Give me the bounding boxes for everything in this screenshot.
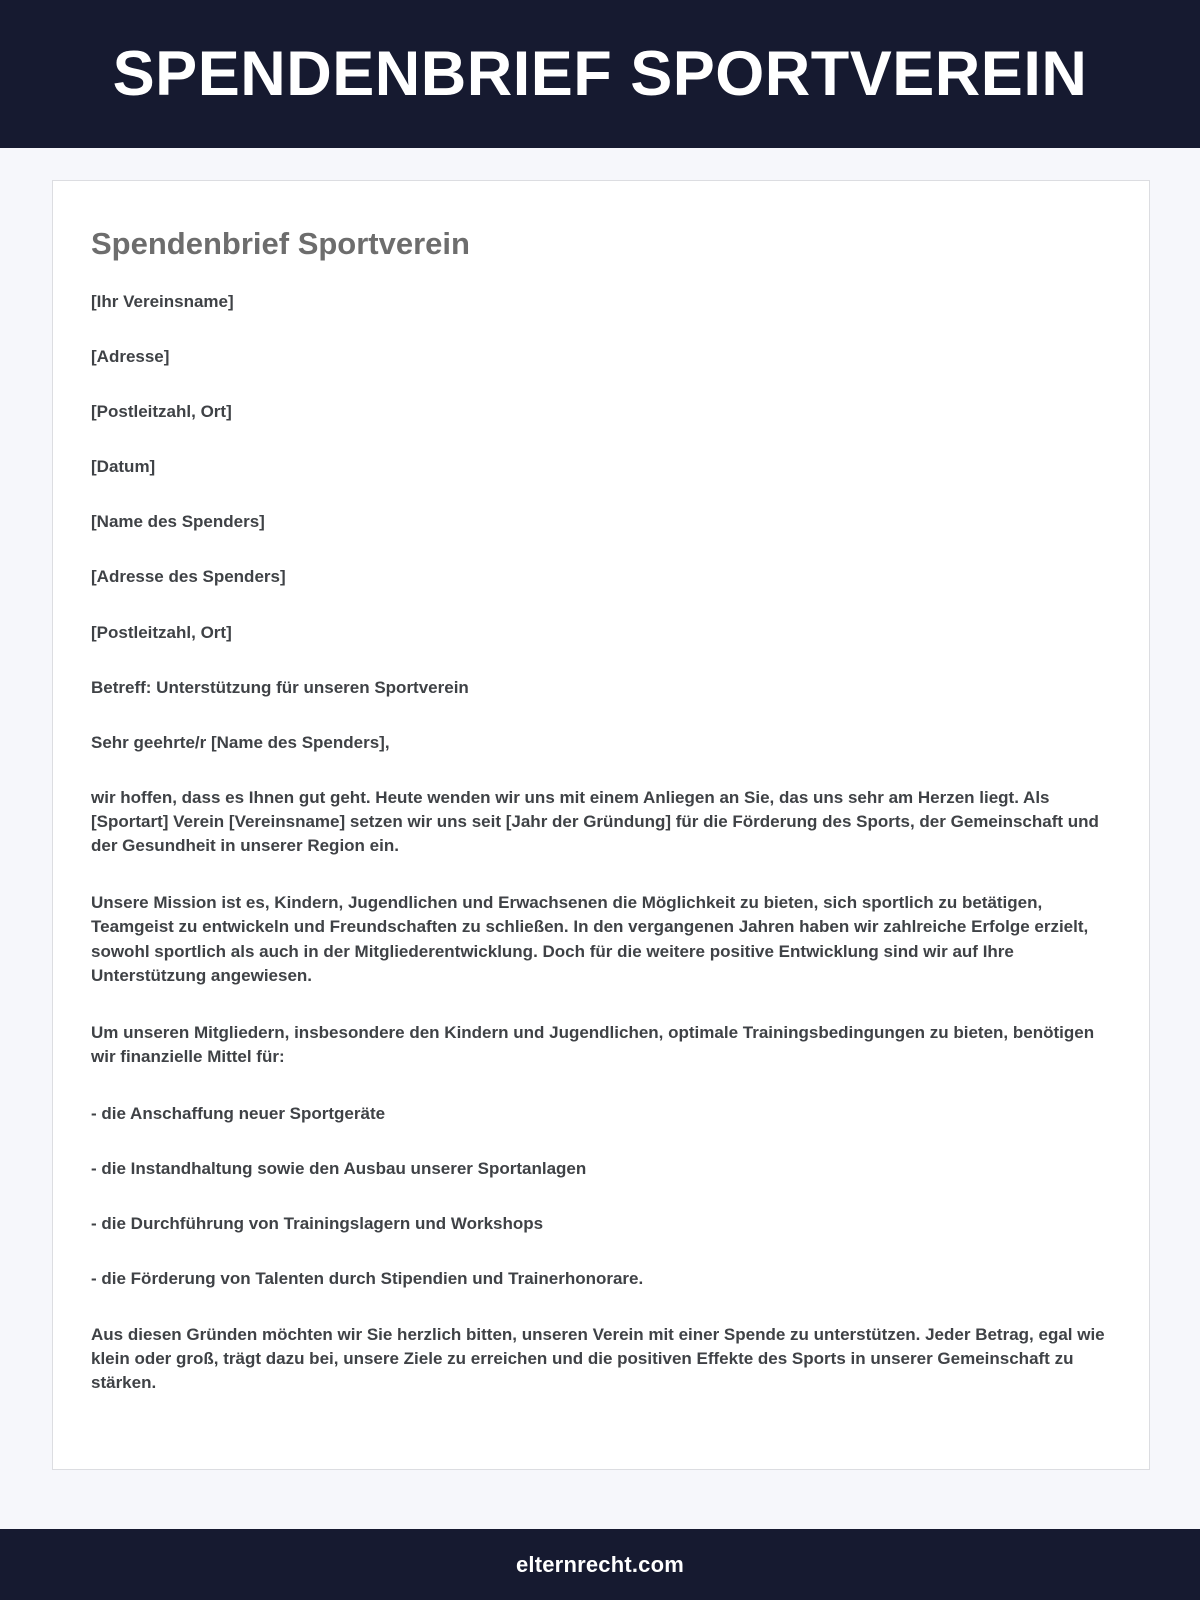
subject-line: Betreff: Unterstützung für unseren Sportverein	[91, 677, 469, 697]
document-body-area	[0, 148, 1200, 1529]
sender-city-line: [Postleitzahl, Ort]	[91, 402, 232, 421]
bullet-item-camps: - die Durchführung von Trainingslagern und Workshops	[91, 1214, 544, 1234]
document-title: Spendenbrief Sportverein	[91, 226, 470, 261]
sender-address-line: [Adresse]	[91, 346, 170, 366]
bullet-item-facilities: - die Instandhaltung sowie den Ausbau unserer Sportanlagen	[91, 1159, 587, 1179]
bullet-item-talents: - die Förderung von Talenten durch Stipendien und Trainerhonorare.	[91, 1269, 644, 1289]
recipient-city-line: [Postleitzahl, Ort]	[91, 622, 232, 642]
paragraph-intro: wir hoffen, dass es Ihnen gut geht. Heute wenden wir uns mit einem Anliegen an Sie, das uns sehr am Herzen liegt. Als [Sportart] Verein [Vereinsname] setzen wir uns seit [Jahr der Gründung] für die Förderung des Sports, der Gemeinschaft und der Gesundheit in unserer Region ein.	[91, 787, 1099, 856]
paragraph-mission: Unsere Mission ist es, Kindern, Jugendlichen und Erwachsenen die Möglichkeit zu bieten, sich sportlich zu betätigen, Teamgeist zu entwickeln und Freundschaften zu schließen. In den vergangenen Jahren haben wir zahlreiche Erfolge erzielt, sowohl sportlich als auch in der Mitgliederentwicklung. Doch für die weitere positive Entwicklung sind wir auf Ihre Unterstützung angewiesen.	[91, 893, 1089, 985]
page-footer-bar	[0, 1529, 1200, 1600]
sender-name-line: [Ihr Vereinsname]	[91, 291, 234, 311]
paragraph-needs-intro: Um unseren Mitgliedern, insbesondere den Kindern und Jugendlichen, optimale Trainingsbedingungen zu bieten, benötigen wir finanzielle Mittel für:	[91, 1022, 1095, 1066]
bullet-item-equipment: - die Anschaffung neuer Sportgeräte	[91, 1104, 386, 1123]
recipient-address-line: [Adresse des Spenders]	[91, 567, 286, 587]
recipient-name-line: [Name des Spenders]	[91, 512, 265, 532]
page-header-title: SPENDENBRIEF SPORTVEREIN	[112, 38, 1088, 109]
document-card	[52, 180, 1150, 1470]
salutation-line: Sehr geehrte/r [Name des Spenders],	[91, 732, 390, 752]
paragraph-request: Aus diesen Gründen möchten wir Sie herzlich bitten, unseren Verein mit einer Spende zu unterstützen. Jeder Betrag, egal wie klein oder groß, trägt dazu bei, unsere Ziele zu erreichen und die positiven Effekte des Sports in unserer Gemeinschaft zu stärken.	[91, 1324, 1105, 1392]
date-line: [Datum]	[91, 457, 156, 477]
page-header-banner	[0, 0, 1200, 148]
footer-site-name: elternrecht.com	[515, 1551, 685, 1577]
